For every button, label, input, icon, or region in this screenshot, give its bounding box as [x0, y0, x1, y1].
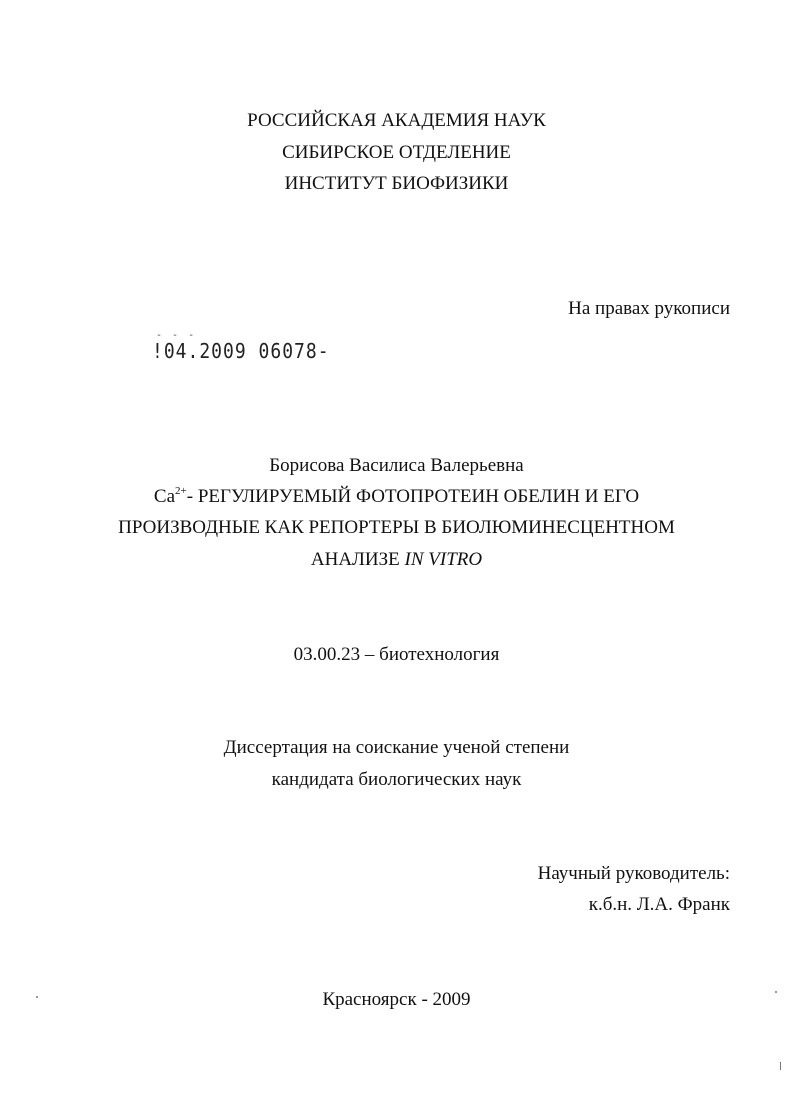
title-ion: Ca [153, 486, 176, 507]
supervisor-label: Научный руководитель: [537, 863, 730, 884]
specialty-code: 03.00.23 – биотехнология [293, 644, 500, 665]
author-name: Борисова Василиса Валерьевна [269, 455, 524, 476]
title-line-1 [0, 487, 793, 506]
supervisor-name: к.б.н. Л.А. Франк [588, 894, 730, 915]
institute-name: ИНСТИТУТ БИОФИЗИКИ [284, 173, 509, 194]
degree-line-2: кандидата биологических наук [271, 769, 522, 790]
title-line-2: ПРОИЗВОДНЫЕ КАК РЕПОРТЕРЫ В БИОЛЮМИНЕСЦЕНТНОМ [118, 517, 675, 538]
academy-name: РОССИЙСКАЯ АКАДЕМИЯ НАУК [247, 110, 546, 131]
scan-speck [780, 1062, 781, 1070]
title-line-3 [0, 550, 793, 569]
scan-speck [775, 991, 777, 993]
title-ion-charge: 2+ [175, 485, 187, 497]
title-line-3-italic: IN VITRO [404, 549, 483, 570]
title-line-1-rest: - РЕГУЛИРУЕМЫЙ ФОТОПРОТЕИН ОБЕЛИН И ЕГО [186, 486, 640, 507]
title-line-3-prefix: АНАЛИЗЕ [310, 549, 405, 570]
scan-speck [36, 996, 38, 998]
degree-line-1: Диссертация на соискание ученой степени [223, 737, 570, 758]
stamp-dots: - - - [156, 330, 197, 341]
branch-name: СИБИРСКОЕ ОТДЕЛЕНИЕ [282, 142, 511, 163]
city-year: Красноярск - 2009 [322, 989, 471, 1010]
manuscript-note: На правах рукописи [568, 298, 730, 319]
library-stamp-number: !04.2009 06078- [152, 339, 330, 364]
